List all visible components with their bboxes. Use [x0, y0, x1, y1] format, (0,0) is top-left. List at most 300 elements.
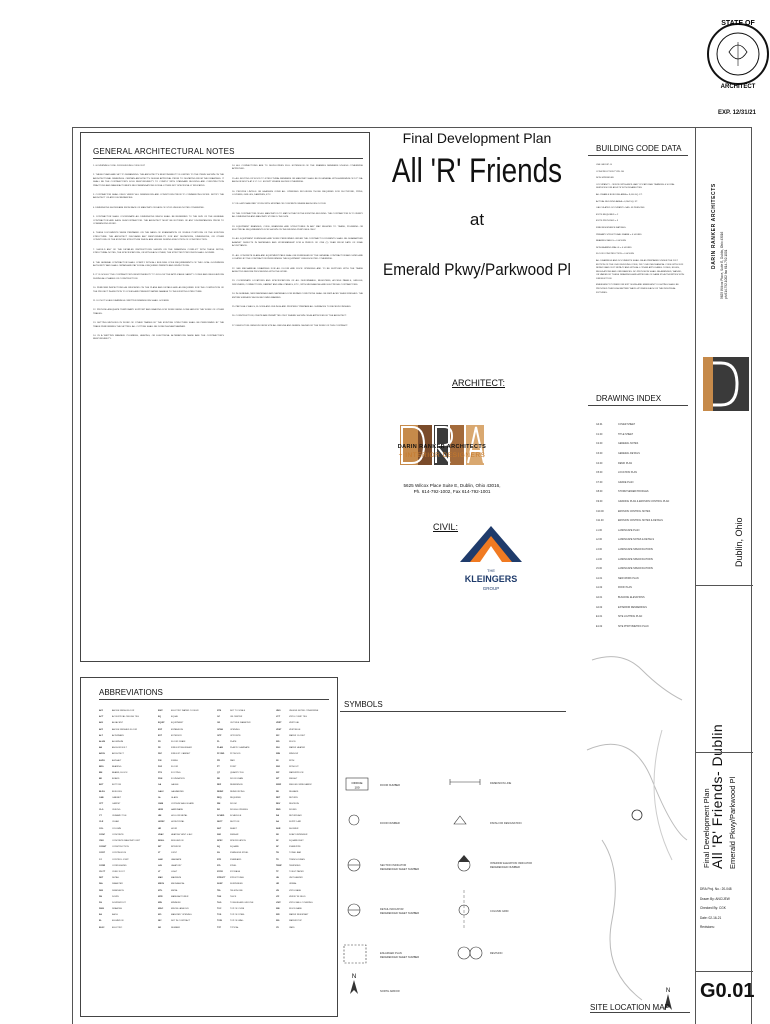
sheet-title: EROSION CONTROL NOTES & DETAILS: [618, 519, 663, 523]
abbreviation-meaning: FLOOR: [171, 765, 179, 768]
abbreviation-meaning: STRUCTURAL: [230, 877, 244, 880]
project-meta-line: Checked By: CGK: [700, 906, 726, 911]
sheet-title: TITLE SHEET: [618, 432, 634, 436]
note-paragraph: 19. EQUIPMENT BRANDED, CODE, BRANDING AND STRUCTURES IN ANY WAY RELATED TO TRADE, PLUMBING OR ELECTRICAL REQUIREMENTS FOR SHOWN ON THE BIDDING PURPOSES ONLY.: [232, 225, 363, 232]
symbol-label-room: ROOM NUMBER: [380, 784, 401, 787]
abbreviation-meaning: SQUARE FEET: [289, 840, 304, 843]
note-paragraph: 5. CONTRACTOR SHALL COORDINATE ALL DIMENSIONS WHICH SHALL BE REFERRED TO THE SIZE OF THE GENERAL CONTRACTOR AND EACH SUBCONTRACTOR. THE ARCHITECT MUST BE NOTIFIED OF ANY DISCREPANCIES PRIOR TO COMMENCING WORK.: [93, 216, 224, 226]
abbreviation-meaning: RE-BARS: [289, 790, 299, 793]
abbreviation-key: OC: [217, 716, 221, 719]
sheet-title: DEMO PLAN: [618, 461, 633, 465]
abbreviation-key: ELEC: [99, 926, 105, 929]
abbreviation-key: EXP: [158, 728, 163, 731]
symbol-label-north: NORTH ARROW: [380, 990, 400, 993]
abbreviation-meaning: TOP OF CURB: [230, 908, 245, 911]
abbreviation-meaning: WATER CLOSET: [289, 734, 306, 737]
sheet-code: A2.02: [596, 605, 603, 609]
abbreviation-key: MECH: [158, 883, 165, 886]
project-name: All 'R' Friends: [391, 152, 563, 190]
code-line: CONSTRUCTION TYPE: 5B: [596, 170, 624, 173]
note-paragraph: 13. SETTING METHODS IN WORK OF OTHER TRADES BY THE EXISTING STRUCTURE SHALL BE PERFORMED BY THE TRADE PERFORMING THE SETTING. ALL CUTTING SHALL BE DONE IN A NEAT MANNER.: [93, 322, 224, 328]
abbreviation-key: WS: [276, 920, 280, 923]
abbreviation-key: TP: [276, 870, 279, 873]
abbreviation-meaning: ROOM: [230, 802, 237, 805]
drawing-index-row: [596, 449, 686, 459]
abbreviation-meaning: MISCELLANEOUS: [171, 908, 189, 911]
abbreviation-meaning: CORRUGATED: [112, 864, 127, 867]
abbreviation-meaning: UNLESS NOTED OTHERWISE: [289, 710, 319, 713]
abbreviation-meaning: ANCHOR BOLT: [112, 747, 127, 750]
abbreviation-key: INT: [158, 846, 162, 849]
abbreviation-meaning: VINYL COMP. TILE: [289, 716, 307, 719]
abbreviation-meaning: CABINET: [112, 796, 122, 799]
abbreviation-meaning: ALTERNATE: [112, 734, 124, 737]
abbreviation-key: REINF: [217, 790, 224, 793]
abbreviation-meaning: BEAMS, BLOCK: [112, 771, 128, 774]
abbreviation-meaning: ARCHITECT: [112, 753, 124, 756]
symbols-legend: [340, 700, 572, 1000]
strip-firm-name: DARIN RANKER ARCHITECTS: [711, 183, 717, 269]
svg-text:N: N: [665, 988, 671, 994]
sheet-title: LANDSCAPE SPECIFICATIONS: [618, 557, 653, 561]
sheet-code: C10.00: [596, 509, 604, 513]
abbreviation-key: GA: [158, 784, 162, 787]
abbreviation-key: SUSP: [217, 883, 223, 886]
general-notes-panel: [80, 132, 370, 662]
abbreviation-key: CU FT: [99, 870, 106, 873]
abbreviation-key: SECT: [217, 821, 223, 824]
abbreviation-meaning: TOILET PAPER: [289, 870, 304, 873]
sheet-code: G0.01: [596, 423, 603, 427]
abbreviation-key: QT: [217, 771, 220, 774]
abbreviation-key: FEC: [158, 753, 163, 756]
abbreviation-meaning: WELDED WIRE FABRIC: [289, 784, 312, 787]
abbreviation-meaning: DIMENSION: [112, 889, 124, 892]
abbreviation-meaning: WATERSTOP: [289, 920, 302, 923]
abbreviation-key: TB: [276, 852, 279, 855]
abbreviation-meaning: EQUAL: [171, 716, 179, 719]
symbol-label-detail: DETAIL INDICATOR REFERENCED SHEET NUMBER: [380, 908, 420, 915]
abbreviation-key: SIM: [217, 833, 221, 836]
sheet-code: L5.00: [596, 567, 602, 571]
abbreviation-meaning: NOT TO SCALE: [230, 710, 246, 713]
abbreviation-meaning: COLUMN: [112, 827, 122, 830]
abbreviation-key: EWC: [158, 710, 163, 713]
drawing-index-row: [596, 478, 686, 488]
abbreviation-key: HORIZ: [158, 821, 165, 824]
abbreviation-key: EXT: [158, 734, 163, 737]
sheet-title: ROOF PLAN: [618, 586, 632, 590]
abbreviation-meaning: HOLLOW METAL: [171, 815, 188, 818]
strip-firm-address: 5625 Wilcox Place, Suite E, Dublin, Ohio 43016 ph 614.792.1002 fax 614.792.1001: [720, 231, 728, 299]
abbreviation-key: TOW: [217, 920, 222, 923]
abbreviation-meaning: WITHOUT: [289, 765, 299, 768]
abbreviation-meaning: SQUARE: [230, 846, 239, 849]
abbreviation-meaning: GAUGE: [171, 784, 179, 787]
abbreviation-key: WD: [276, 741, 280, 744]
abbreviation-meaning: FOOTING: [171, 771, 181, 774]
abbreviation-key: CONC: [99, 833, 106, 836]
abbreviation-key: RO: [217, 809, 221, 812]
symbol-label-column-grid: COLUMN GRID: [490, 910, 509, 913]
abbreviation-meaning: ON CENTER: [230, 716, 243, 719]
abbreviation-meaning: LAMINATE: [171, 858, 182, 861]
svg-text:ARCHITECT: ARCHITECT: [720, 84, 756, 90]
abbreviation-key: MFR: [158, 895, 163, 898]
note-paragraph: 12. PROVIDE ADEQUATE TEMPORARY SUPPORT AND BRACING FOR WORK BEING DONE AND/OR THE WORK OF OTHER TRADES.: [93, 309, 224, 315]
abbreviation-key: CORR: [99, 864, 106, 867]
sheet-title: LOCATION PLAN: [618, 471, 637, 475]
abbreviation-key: WT: [276, 778, 280, 781]
abbreviation-meaning: SPECIFICATION: [230, 840, 246, 843]
strip-city: Dublin, Ohio: [734, 517, 744, 567]
abbreviation-key: TEL: [217, 889, 221, 892]
abbreviation-meaning: ACOUSTICAL CEILING TILE: [112, 716, 140, 719]
abbreviation-key: SPEC: [217, 840, 223, 843]
abbreviation-key: SS: [217, 852, 220, 855]
note-paragraph: 14. ALL CONNECTIONS ARE TO DEVELOPERS FULL EXTENSION OF THE FRAMING MEMBERS UNLESS OTHERWISE APPROVED.: [232, 165, 363, 171]
abbreviation-meaning: MASONRY OPENING: [171, 914, 192, 917]
abbreviation-key: EA: [99, 914, 102, 917]
abbreviation-meaning: EACH: [112, 914, 118, 917]
abbreviation-key: MIN: [158, 901, 162, 904]
abbreviation-key: AFF: [99, 728, 104, 731]
abbreviation-key: TOC: [217, 908, 222, 911]
abbreviation-key: AFF: [99, 710, 104, 713]
abbreviation-meaning: TOWEL BAR: [289, 852, 302, 855]
abbreviation-meaning: YARD: [289, 926, 295, 929]
abbreviation-meaning: GLASS: [171, 796, 178, 799]
abbreviation-key: TOS: [217, 914, 222, 917]
abbreviations-panel: [80, 677, 338, 1017]
abbreviation-key: SCHED: [217, 815, 225, 818]
abbreviation-meaning: ROUGH OPENING: [230, 809, 248, 812]
abbreviation-meaning: SIMILAR: [230, 833, 239, 836]
drawing-index-row: [596, 487, 686, 497]
abbreviation-key: W/O: [276, 765, 281, 768]
abbreviation-meaning: LAVATORY: [171, 864, 182, 867]
sheet-title: SITE LIGHTING PLAN: [618, 615, 643, 619]
abbreviation-key: STD: [217, 858, 222, 861]
abbreviation-meaning: RETURN AIR: [289, 815, 302, 818]
sheet-code: E1.01: [596, 615, 603, 619]
abbreviation-key: MAX: [158, 877, 163, 880]
drawing-index-row: [596, 458, 686, 468]
abbreviation-meaning: CONCRETE MASONRY UNIT: [112, 840, 141, 843]
abbreviation-key: WP: [276, 771, 280, 774]
abbreviation-meaning: CARPET: [112, 802, 121, 805]
sheet-code: C5.00: [596, 471, 603, 475]
note-paragraph: 4. DIMENSIONS SHOWN ARE FROM FACE OF MASONRY OR FACE OF STUD UNLESS NOTED OTHERWISE.: [93, 206, 205, 209]
note-paragraph: 2. THESE PLANS ARE SET TO DEMANDING. THE ARCHITECT'S RESPONSIBILITY IS LIMITED TO THE ITEMS SHOWN ON THE ARCHITECTURAL DRAWINGS. CERTAIN ARCHITECT'S DESIGN APPROVAL PRIOR TO DEVIATING FROM THE DRAWINGS. IT SHALL BE THE CONTRACTOR'S SOLE RESPONSIBILITY TO COMPLY WITH STANDARD BUILDING AND CONSTRUCTION PRACTICES AND MANUFACTURER'S RECOMMENDATIONS FOR ALL ITEMS NOT SPECIFICALLY INDICATED.: [93, 174, 224, 187]
abbreviation-meaning: DRAWING: [112, 908, 122, 911]
note-paragraph: 20. ALL EQUIPMENT FURNISHED AND WORK PERFORMED UNDER THE CONTRACT DOCUMENTS SHALL BE GUARANTEED AGAINST DEFECTS IN MATERIALS AND WORKMANSHIP FOR A PERIOD OF ONE (1) YEAR FROM DATE OF FINAL ACCEPTANCE.: [232, 238, 363, 248]
sheet-title: LANDSCAPE PLAN: [618, 528, 640, 532]
abbreviation-meaning: BOARD: [112, 778, 120, 781]
note-paragraph: 7. SHOULD ANY OF THE DETAILED INSTRUCTIONS SHOWN ON THE DRAWINGS CONFLICT WITH THESE NOTES, STRUCTURAL NOTES, THE SPECIFICATIONS, OR WITH EACH OTHER, THE STRICTEST PROVISION SHALL GOVERN.: [93, 248, 224, 255]
abbreviation-meaning: HORIZONTAL: [171, 821, 185, 824]
abbreviation-meaning: VINYL WALL COVERING: [289, 901, 313, 904]
abbreviation-key: RET: [276, 796, 281, 799]
sheet-code: C9.00: [596, 500, 603, 504]
code-line: FLOOR CONSTRUCTION = 0 HOURS: [596, 253, 634, 256]
drawing-index-title: DRAWING INDEX: [588, 394, 688, 406]
abbreviation-meaning: ABOVE FINISH FLOOR: [112, 710, 135, 713]
abbreviation-meaning: VERTICAL: [289, 722, 300, 725]
abbreviation-meaning: REQUIRED: [230, 796, 241, 799]
abbreviation-item: [158, 925, 217, 931]
sheet-code: C3.00: [596, 452, 603, 456]
sheet-code: L4.00: [596, 557, 602, 561]
architect-firm-name: DARIN RANKER ARCHITECTS: [397, 444, 487, 450]
abbreviation-key: HM: [158, 815, 162, 818]
code-line: EXITS PROVIDED = 3: [596, 220, 619, 223]
sheet-title: LANDSCAPE SPECIFICATIONS: [618, 548, 653, 552]
abbreviation-key: MTL: [158, 889, 163, 892]
abbreviation-meaning: CONCRETE: [112, 833, 124, 836]
sheet-title: LANDSCAPE SPECIFICATIONS: [618, 567, 653, 571]
code-line: ALL DRAWINGS AND DOCUMENTS SHALL BE AS PREPARED UNDER THE 2017 EDITION OF THE OHIO BUILDING CODE, 2017 OHIO MECHANICAL CODE WITH 2013 NFPA 13 AND 2017 NFPA 72 AND WITH ALL OTHER APPLICABLE CODES, RULES, REGULATIONS AND ORDINANCES. NO PROVISION SHALL BE AMENDED, WAIVED, OR VARIED BY THESE DRAWINGS AND APPROVAL OF SAME BY AUTHORITIES WITH JURISDICTION.: [596, 259, 685, 280]
abbreviation-meaning: TELEPHONE: [230, 889, 243, 892]
abbreviation-meaning: OUTSIDE DIAMETER: [230, 722, 251, 725]
abbreviation-meaning: FOUNDATION: [171, 778, 185, 781]
abbreviation-key: NIC: [158, 920, 162, 923]
abbreviation-key: OPP: [217, 734, 222, 737]
svg-text:GROUP: GROUP: [482, 586, 500, 591]
abbreviation-key: AB: [99, 747, 103, 750]
site-location-map: [582, 640, 692, 1024]
abbreviation-meaning: GYPSUM WALL BOARD: [171, 802, 195, 805]
abbreviation-item: [276, 925, 335, 931]
abbreviation-key: SHT: [217, 827, 222, 830]
architect-seal: [705, 2, 769, 108]
abbreviation-meaning: SUPPLY AIR: [289, 821, 301, 824]
abbreviation-key: VERT: [276, 722, 282, 725]
abbreviation-column: [217, 708, 276, 931]
drawing-index-row: [596, 497, 686, 507]
abbreviation-key: BD: [99, 778, 103, 781]
sheet-title: LANDSCAPE NOTES & DETAILS: [618, 538, 655, 542]
sheet-code: C2.00: [596, 442, 603, 446]
code-line: BEARING WALLS = 0 HOURS: [596, 240, 627, 243]
abbreviation-key: GALV: [158, 790, 164, 793]
drawing-index-row: [596, 602, 686, 612]
code-line: USE GROUP: B: [596, 164, 612, 166]
abbreviation-meaning: WATER RESISTANT: [289, 914, 309, 917]
abbreviation-meaning: PLYWOOD: [230, 753, 241, 756]
abbreviation-meaning: CONSTRUCTION: [112, 846, 129, 849]
abbreviation-key: BLDG: [99, 790, 105, 793]
code-line: CALCULATED OCCUPANT LOAD: 45 PERSONS: [596, 207, 645, 210]
abbreviation-meaning: PLATE: [230, 741, 237, 744]
abbreviation-key: CONT: [99, 852, 105, 855]
abbreviation-meaning: ADJACENT: [112, 722, 123, 725]
code-line: EXITS REQUIRED = 2: [596, 213, 619, 216]
building-code-title: BUILDING CODE DATA: [588, 140, 688, 156]
abbreviation-key: CLR: [99, 821, 104, 824]
abbreviation-key: WB: [276, 908, 280, 911]
title-strip: [695, 127, 755, 1024]
abbreviation-meaning: EXTERIOR: [171, 734, 182, 737]
code-line: NON-SPRINKLED: [596, 177, 614, 180]
abbreviation-key: MO: [158, 914, 162, 917]
abbreviation-key: CONST: [99, 846, 107, 849]
svg-text:OFFICE: OFFICE: [351, 781, 363, 785]
abbreviation-meaning: OPPOSITE: [230, 734, 241, 737]
abbreviation-key: DIM: [99, 889, 103, 892]
drawing-index-row: [596, 468, 686, 478]
abbreviation-key: DWG: [99, 908, 105, 911]
abbreviation-meaning: CUBIC FOOT: [112, 870, 125, 873]
drawing-index-row: [596, 593, 686, 603]
abbreviation-meaning: ABOVE FINISHED FLOOR: [112, 728, 138, 731]
abbreviation-key: SP: [276, 846, 279, 849]
abbreviations-title: ABBREVIATIONS: [99, 688, 163, 697]
code-line: ACTUAL BUILDING AREA = 6,964 SQ. FT.: [596, 200, 638, 203]
symbol-label-section: SECTION INDICATOR REFERENCED SHEET NUMBER: [380, 864, 420, 871]
abbreviation-meaning: CEILING: [112, 809, 121, 812]
note-paragraph: 22. SEE MECHANICAL DRAWINGS FOR ALL FLOOR AND ROOF OPENINGS AND TO BE SUPPLIED WITH THE TRADE AFFECTED BEFORE PROCEEDING WITH THE WORK.: [232, 267, 363, 273]
abbreviation-key: NTS: [217, 710, 222, 713]
abbreviation-meaning: SECTION: [230, 821, 240, 824]
drawing-index-row: [596, 574, 686, 584]
code-line: ALLOWABLE BUILDING AREA = 9,000 SQ. FT.: [596, 193, 643, 196]
svg-text:N: N: [351, 974, 357, 980]
abbreviation-key: W/: [276, 759, 279, 762]
drawing-index-row: [596, 535, 686, 545]
abbreviation-key: OPNG: [217, 728, 224, 731]
abbreviation-key: DIA: [99, 883, 103, 886]
abbreviation-meaning: HARDWARE: [171, 809, 184, 812]
abbreviation-key: EQ: [158, 716, 162, 719]
code-line: FIRE RESISTANCE RATINGS:: [596, 226, 627, 229]
abbreviation-item: [217, 925, 276, 931]
abbreviation-key: YD: [276, 926, 279, 929]
abbreviation-key: WIN: [276, 753, 281, 756]
abbreviation-key: WC: [276, 734, 280, 737]
drawing-index-list: [596, 420, 686, 631]
symbol-label-dimension: DIMENSION LINE: [490, 782, 512, 785]
abbreviation-meaning: PLASTIC LAMINATE: [230, 747, 250, 750]
svg-text:STATE OF: STATE OF: [721, 20, 755, 27]
drawing-index-row: [596, 516, 686, 526]
abbreviation-meaning: WOOD: [289, 741, 296, 744]
note-paragraph: 21. ALL CONCRETE SLABS AND EQUIPMENT PADS SHALL BE FURNISHED BY THE GENERAL CONTRACTOR AND SIZED AND LOCATED BY THE CONTRACTOR PERFORMING THE EQUIPMENT UNLESS NOTED OTHERWISE.: [232, 254, 363, 261]
abbreviation-key: RND: [276, 809, 281, 812]
sheet-code: L2.00: [596, 538, 602, 542]
abbreviation-key: REQ: [217, 796, 222, 799]
sheet-number: G0.01: [700, 980, 755, 1002]
sheet-code: A2.01: [596, 595, 603, 599]
sheet-code: L3.00: [596, 548, 602, 552]
abbreviation-key: EL: [99, 920, 102, 923]
note-paragraph: 18. THE CONTRACTOR OF ALL MASONRY IS TO MATCH THAT IN THE EXISTING BUILDING. THE CONTRACTOR IS TO VERIFY ALL DIMENSIONS AND MASONRY STONE IS THE SIZE.: [232, 212, 363, 219]
abbreviation-meaning: WATER HEATER: [289, 747, 306, 750]
abbreviation-meaning: ALUMINUM: [112, 741, 124, 744]
plan-type-title: Final Development Plan: [402, 130, 552, 146]
abbreviation-key: INSUL: [158, 840, 165, 843]
abbreviation-key: ACT: [99, 716, 104, 719]
abbreviation-key: REF: [217, 784, 222, 787]
abbreviation-key: CT: [99, 815, 102, 818]
note-paragraph: 6. THESE DOCUMENTS WERE PREPARED ON THE BASIS OF EXAMINATION OF VISIBLE PORTIONS OF THE EXISTING STRUCTURE. THE ARCHITECT DISCLAIMS ANY RESPONSIBILITY FOR ANY DEVIATIONS, DIMENSIONS, OR OTHER CONDITIONS OF THE EXISTING STRUCTURE WHICH ARE HIDDEN DURING EXECUTION OF CONSTRUCTION.: [93, 232, 224, 242]
abbreviation-meaning: WINDOW: [289, 753, 299, 756]
strip-project-meta: [700, 885, 750, 933]
abbreviation-meaning: MECHANICAL: [171, 883, 185, 886]
abbreviation-key: GWB: [158, 802, 164, 805]
abbreviation-key: BRG: [99, 765, 104, 768]
abbreviation-key: BM: [99, 771, 103, 774]
civil-logo: [456, 522, 526, 602]
abbreviation-key: JT: [158, 852, 161, 855]
sheet-code: C1.00: [596, 432, 603, 436]
abbreviation-meaning: ELEVATION: [112, 920, 124, 923]
abbreviation-meaning: TOP OF STEEL: [230, 914, 245, 917]
abbreviation-meaning: FINISH: [171, 759, 178, 762]
abbreviation-key: OD: [217, 722, 221, 725]
note-paragraph: 16. PROVIDE LINTELS OR HEADERS OVER ALL OPENINGS INCLUDING THOSE REQUIRED FOR DUCTWORK, PIPES, LOUVERS, GRILLES, DAMPERS, ETC.: [232, 190, 363, 197]
abbreviation-meaning: CONTINUOUS: [112, 852, 126, 855]
abbreviation-key: SF: [276, 840, 279, 843]
abbreviation-key: DS: [99, 901, 102, 904]
abbreviation-meaning: TEMPERED: [289, 864, 301, 867]
abbreviation-meaning: MANUFACTURER: [171, 895, 189, 898]
abbreviation-meaning: DETAIL: [112, 877, 120, 880]
abbreviation-meaning: MINIMUM: [171, 901, 181, 904]
sheet-title: NEW WORK PLAN: [618, 576, 639, 580]
note-paragraph: 8. THE GENERAL CONTRACTOR SHALL COMPLY WITH ALL BUILDING CODE REQUIREMENTS OF THE LOCAL GOVERNING AUTHORITY AND SHALL OBTAIN AND PAY FOR ALL REQUIRED PERMITS AND INSPECTIONS.: [93, 261, 224, 267]
title-at: at: [469, 210, 485, 229]
abbreviation-meaning: FIRE EXTINGUISHER: [171, 747, 192, 750]
sheet-title: GRADING PLAN & EROSION CONTROL PLAN: [618, 500, 670, 504]
abbreviation-meaning: NUMBER: [171, 926, 181, 929]
abbreviation-key: UH: [276, 877, 280, 880]
abbreviation-meaning: WEIGHT: [289, 778, 298, 781]
abbreviation-meaning: CONTROL JOINT: [112, 858, 129, 861]
sheet-code: A1.01: [596, 576, 603, 580]
abbreviation-meaning: GALVANIZED: [171, 790, 184, 793]
abbreviation-meaning: OPENING: [230, 728, 240, 731]
abbreviation-key: REV: [276, 802, 281, 805]
sheet-code: C8.00: [596, 490, 603, 494]
abbreviation-key: CAB: [99, 796, 104, 799]
drawing-index-row: [596, 612, 686, 622]
abbreviation-key: ASPH: [99, 759, 105, 762]
drawing-index-row: [596, 621, 686, 631]
abbreviation-key: FD: [158, 741, 161, 744]
site-location-title: SITE LOCATION MAP: [590, 1003, 690, 1013]
note-paragraph: 15. ALL BOLTING OF WOOD TO STRUCTURAL MEMBERS OR MASONRY SHALL BE IN GENERAL WITH A MINIMUM OF 1/2" DIA. ANCHOR BOLTS AT 4'-0" O.C. EXCEPT WHERE SHOWN OTHERWISE.: [232, 177, 363, 184]
note-paragraph: 3. CONTRACTOR SHALL FIELD VERIFY ALL DIMENSIONS AND CONDITIONS PRIOR TO COMMENCING WORK. NOTIFY THE ARCHITECT OF ANY DISCREPANCIES.: [93, 194, 224, 200]
abbreviation-meaning: QUARRY TILE: [230, 771, 244, 774]
abbreviation-meaning: EQUIPMENT: [171, 722, 184, 725]
abbreviation-meaning: WITH: [289, 759, 295, 762]
abbreviation-key: TD: [276, 858, 279, 861]
strip-plan-type: Final Development Plan: [702, 788, 711, 868]
note-paragraph: 1. GOVERNING CODE: 2019 BUILDING CODE 2017: [93, 165, 146, 167]
architect-address: 5625 Wilcox Place Suite E, Dublin, Ohio 43016, Ph. 614-792-1002, Fax 614-792-1001: [403, 483, 501, 494]
abbreviation-key: VEST: [276, 728, 282, 731]
abbreviation-key: NO: [158, 926, 162, 929]
sheet-title: COVER SHEET: [618, 423, 636, 427]
drawing-index-row: [596, 583, 686, 593]
abbreviation-meaning: REINFORCING: [230, 790, 245, 793]
abbreviation-key: WH: [276, 747, 280, 750]
abbreviation-meaning: INSULATION: [171, 840, 184, 843]
general-notes-title: GENERAL ARCHITECTURAL NOTES: [93, 147, 235, 156]
civil-label: CIVIL:: [433, 522, 459, 532]
abbreviation-key: PT: [217, 765, 220, 768]
